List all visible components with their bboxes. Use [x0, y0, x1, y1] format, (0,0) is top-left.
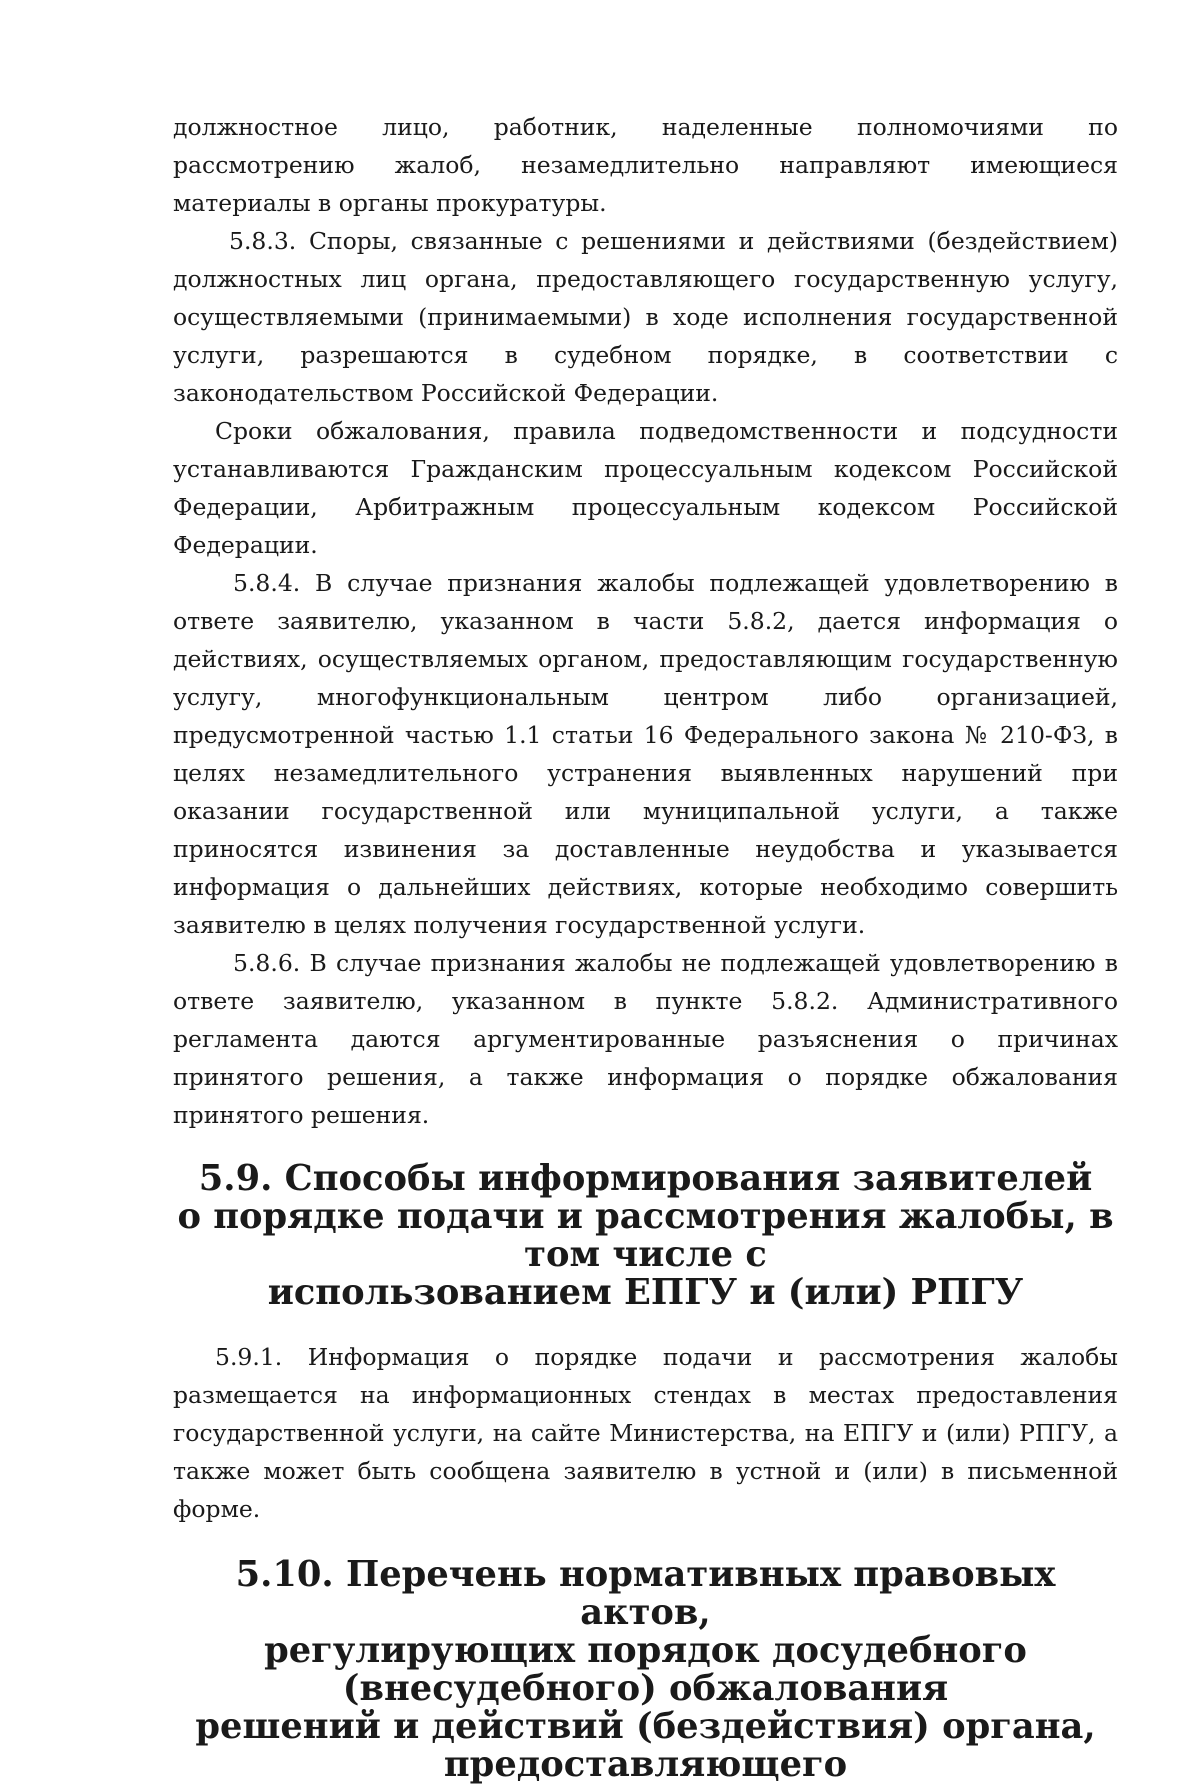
paragraph-prosecutor-referral: должностное лицо, работник, наделенные полномочиями по рассмотрению жалоб, незамедлительно направляют имеющиеся материалы в органы прокуратуры.	[173, 113, 1118, 217]
heading-line: использованием ЕПГУ и (или) РПГУ	[267, 1272, 1024, 1313]
section-heading-5-9	[173, 1160, 1118, 1312]
paragraph-5-8-3: 5.8.3. Споры, связанные с решениями и действиями (бездействием) должностных лиц органа, предоставляющего государственную услугу, осуществляемыми (принимаемыми) в ходе исполнения государственной услуги, разрешаются в судебном порядке, в соответствии с законодательством Российской Федерации.	[173, 227, 1118, 407]
spacer	[173, 1528, 1118, 1556]
paragraph-5-8-6: 5.8.6. В случае признания жалобы не подлежащей удовлетворению в ответе заявителю, указанном в пункте 5.8.2. Административного регламента даются аргументированные разъяснения о причинах принятого решения, а также информация о порядке обжалования принятого решения.	[173, 949, 1118, 1129]
paragraph-appeal-terms: Сроки обжалования, правила подведомственности и подсудности устанавливаются Гражданским процессуальным кодексом Российской Федерации, Арбитражным процессуальным кодексом Российской Федерации.	[173, 417, 1118, 559]
section-heading-5-10	[173, 1556, 1118, 1784]
paragraph-5-9-1: 5.9.1. Информация о порядке подачи и рассмотрения жалобы размещается на информационных стендах в местах предоставления государственной услуги, на сайте Министерства, на ЕПГУ и (или) РПГУ, а также может быть сообщена заявителю в устной и (или) в письменной форме.	[173, 1343, 1118, 1523]
heading-line: 5.10. Перечень нормативных правовых актов,	[235, 1554, 1056, 1633]
heading-line: о порядке подачи и рассмотрения жалобы, в том числе с	[177, 1196, 1114, 1275]
heading-line: регулирующих порядок досудебного (внесудебного) обжалования	[264, 1630, 1027, 1709]
paragraph-5-8-4: 5.8.4. В случае признания жалобы подлежащей удовлетворению в ответе заявителю, указанном в части 5.8.2, дается информация о действиях, осуществляемых органом, предоставляющим государственную услугу, многофункциональным центром либо организацией, предусмотренной частью 1.1 статьи 16 Федерального закона № 210-ФЗ, в целях незамедлительного устранения выявленных нарушений при оказании государственной или муниципальной услуги, а также приносятся извинения за доставленные неудобства и указывается информация о дальнейших действиях, которые необходимо совершить заявителю в целях получения государственной услуги.	[173, 569, 1118, 939]
heading-line: решений и действий (бездействия) органа, предоставляющего	[195, 1706, 1096, 1785]
spacer	[173, 1134, 1118, 1160]
spacer	[173, 1312, 1118, 1338]
document-page	[173, 108, 1118, 1784]
heading-line: 5.9. Способы информирования заявителей	[198, 1158, 1093, 1199]
